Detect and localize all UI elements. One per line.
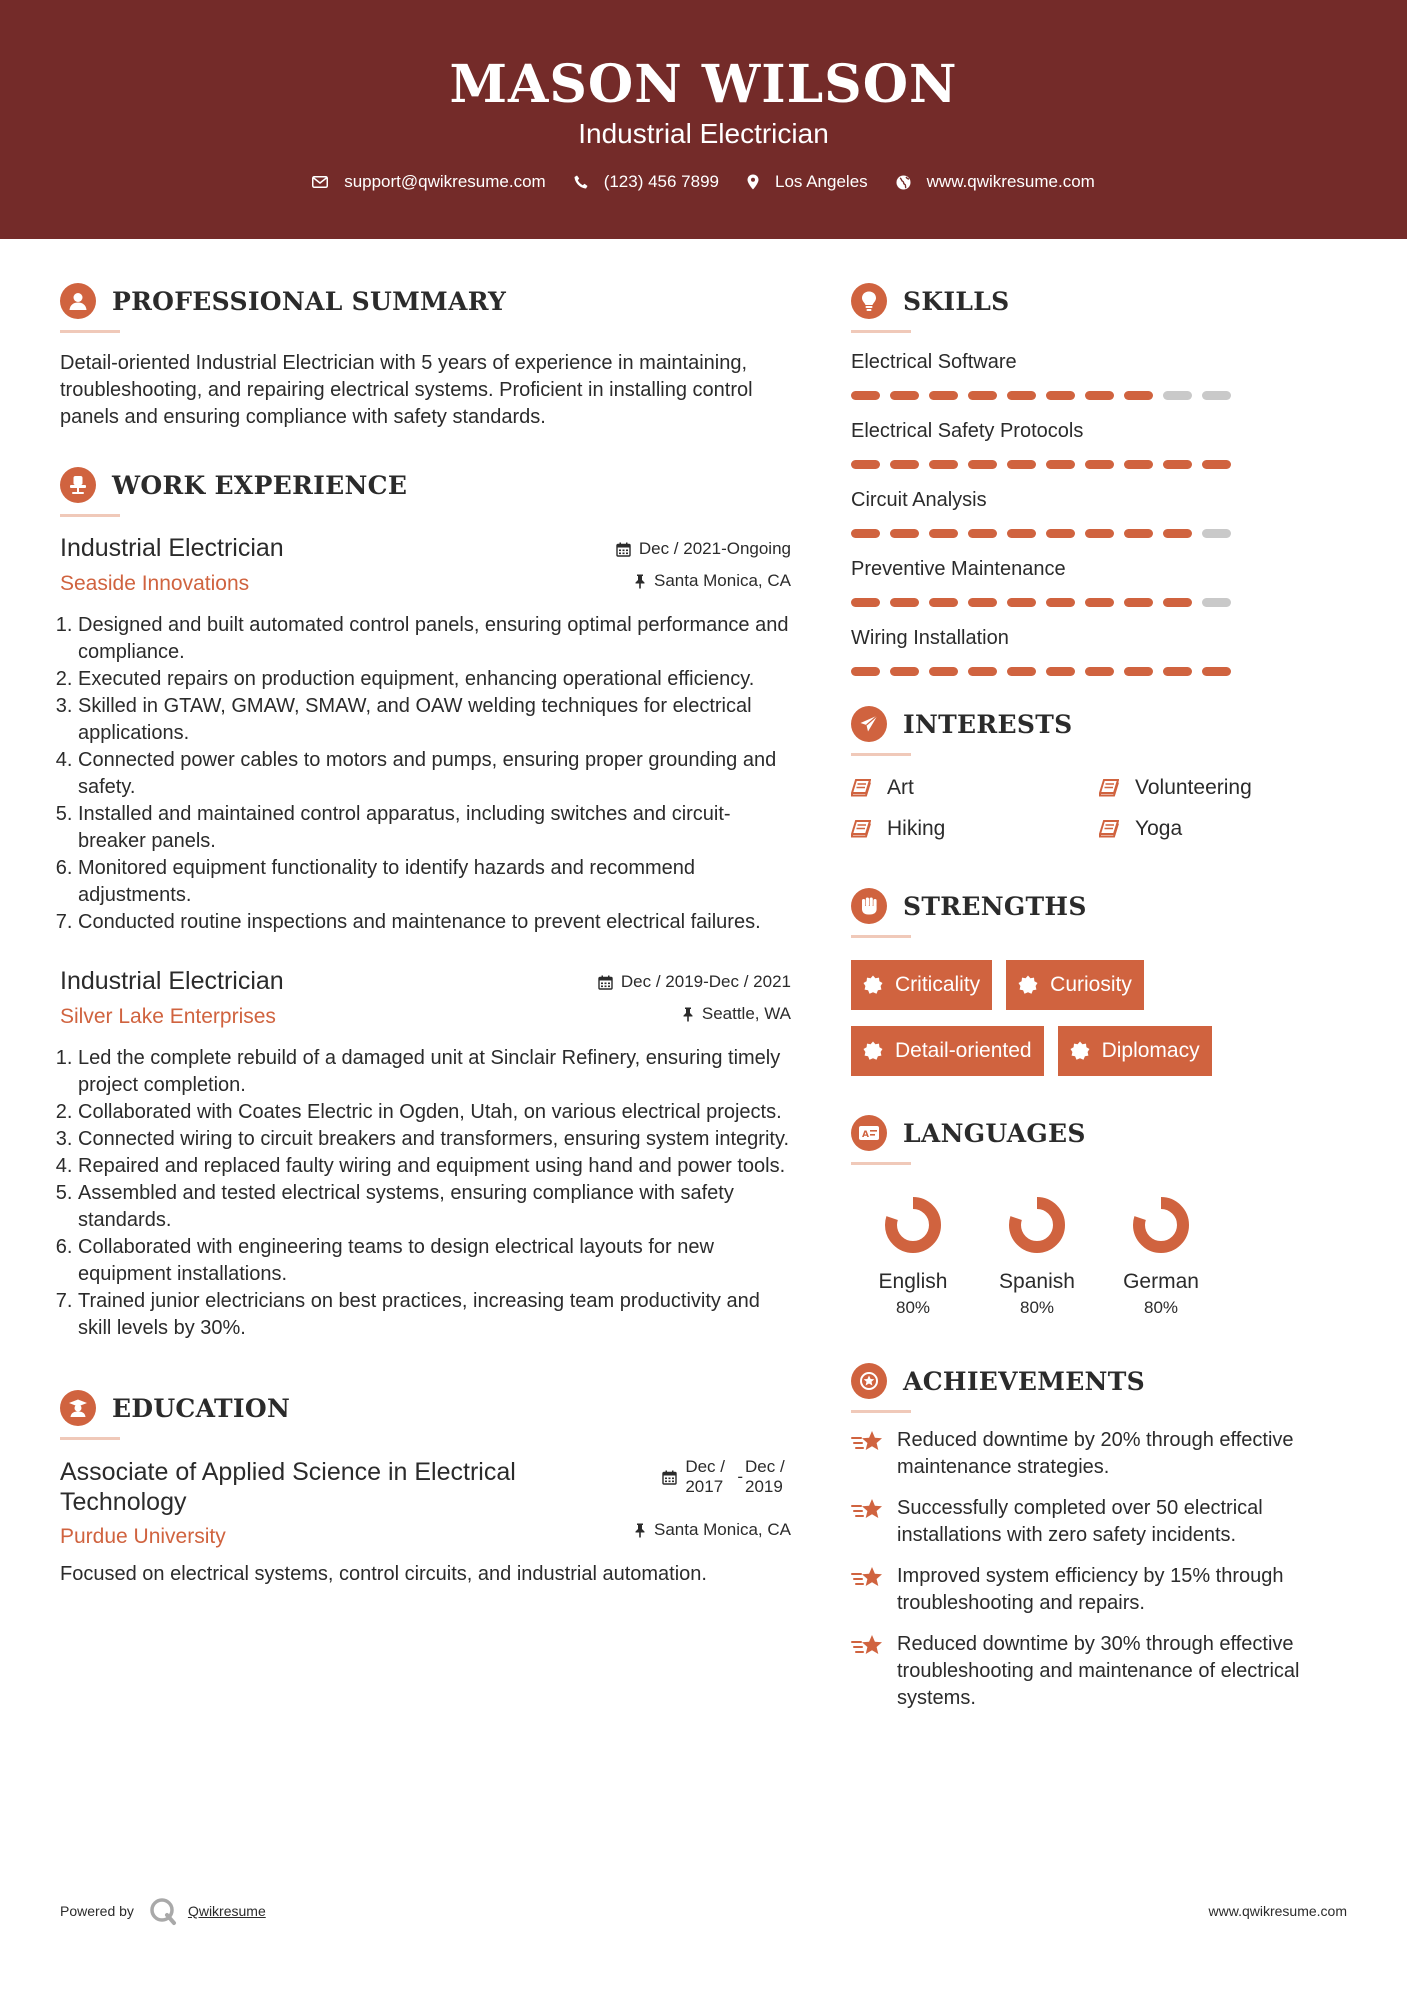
badge-icon <box>863 975 883 995</box>
job-title: Industrial Electrician <box>60 967 284 995</box>
list-item: 4. Repaired and replaced faulty wiring and equipment using hand and power tools. <box>78 1153 791 1180</box>
candidate-title: Industrial Electrician <box>578 118 829 149</box>
phone-icon <box>574 175 588 189</box>
section-underline <box>60 514 120 517</box>
education-end: Dec / 2019 <box>745 1457 785 1496</box>
section-underline <box>60 1437 120 1440</box>
skills-heading <box>851 280 1351 322</box>
skill-item <box>851 625 1351 676</box>
skill-dash-filled <box>851 391 880 400</box>
strengths-section <box>851 885 1351 1092</box>
list-item: 4. Connected power cables to motors and pumps, ensuring proper grounding and safety. <box>78 747 791 801</box>
date-separator: - <box>737 1467 743 1486</box>
badge-icon <box>863 1041 883 1061</box>
skill-dash-filled <box>968 667 997 676</box>
achievements-title: ACHIEVEMENTS <box>903 1366 1145 1396</box>
page-footer <box>60 1896 1347 1926</box>
footer-website[interactable]: www.qwikresume.com <box>1208 1903 1347 1919</box>
badge-icon <box>1018 975 1038 995</box>
skill-dash-filled <box>851 667 880 676</box>
interest-label: Volunteering <box>1135 776 1252 799</box>
achievement-item <box>851 1563 1351 1617</box>
achievements-list <box>851 1427 1351 1712</box>
interests-title: INTERESTS <box>903 709 1073 739</box>
contact-location <box>747 172 868 192</box>
achievement-text: Reduced downtime by 20% through effective maintenance strategies. <box>897 1429 1294 1478</box>
job-meta <box>616 538 791 592</box>
degree-title: Associate of Applied Science in Electrical Technology <box>60 1458 516 1516</box>
achievement-item <box>851 1495 1351 1549</box>
contact-website[interactable] <box>896 172 1095 192</box>
language-item <box>851 1193 975 1318</box>
list-item: 2. Executed repairs on production equipment, enhancing operational efficiency. <box>78 666 791 693</box>
work-title: WORK EXPERIENCE <box>112 470 408 500</box>
skill-dash-filled <box>929 391 958 400</box>
achievement-item <box>851 1631 1351 1712</box>
summary-section <box>60 280 791 431</box>
interests-section <box>851 703 1351 841</box>
powered-by-label: Powered by <box>60 1903 134 1919</box>
achievements-heading <box>851 1360 1351 1402</box>
shooting-star-icon <box>851 1565 885 1591</box>
interest-item <box>851 776 1099 800</box>
calendar-icon <box>616 542 631 557</box>
skill-dash-filled <box>1046 598 1075 607</box>
skill-dash-filled <box>1007 460 1036 469</box>
shooting-star-icon <box>851 1429 885 1455</box>
fist-icon <box>851 888 887 924</box>
language-ring <box>881 1193 945 1257</box>
languages-section <box>851 1112 1351 1318</box>
section-underline <box>851 935 911 938</box>
skill-dash-filled <box>929 667 958 676</box>
right-column <box>851 280 1351 1712</box>
achievement-text: Improved system efficiency by 15% through troubleshooting and repairs. <box>897 1565 1284 1614</box>
achievement-text: Successfully completed over 50 electrical installations with zero safety incidents. <box>897 1497 1263 1546</box>
skill-dash-filled <box>1007 391 1036 400</box>
job-company: Seaside Innovations <box>60 572 250 595</box>
book-icon <box>1099 779 1119 797</box>
skill-dash-filled <box>890 598 919 607</box>
languages-title: LANGUAGES <box>903 1118 1086 1148</box>
list-item: 3. Skilled in GTAW, GMAW, SMAW, and OAW welding techniques for electrical applications. <box>78 693 791 747</box>
strengths-list <box>851 960 1321 1092</box>
summary-text: Detail-oriented Industrial Electrician with 5 years of experience in maintaining, troubleshooting, and repairing electrical systems. Proficient in installing control panels and ensuring compliance with safety standards. <box>60 352 753 428</box>
section-underline <box>851 330 911 333</box>
skill-dash-filled <box>968 598 997 607</box>
skill-item <box>851 556 1351 607</box>
skill-dash-filled <box>1007 667 1036 676</box>
email-text: support@qwikresume.com <box>344 172 546 191</box>
interest-label: Hiking <box>887 817 946 840</box>
pushpin-icon <box>634 1523 646 1538</box>
skill-dash-filled <box>1007 598 1036 607</box>
skill-item <box>851 418 1351 469</box>
graduate-icon <box>60 1390 96 1426</box>
school-name: Purdue University <box>60 1525 226 1548</box>
strength-label: Curiosity <box>1050 973 1132 996</box>
summary-heading <box>60 280 791 322</box>
skill-dash-filled <box>890 529 919 538</box>
skill-dash-filled <box>890 667 919 676</box>
skill-dash-filled <box>968 391 997 400</box>
skill-dash-filled <box>1124 391 1153 400</box>
strength-badge <box>1006 960 1144 1010</box>
phone-text: (123) 456 7899 <box>603 172 720 191</box>
skill-dash-empty <box>1202 391 1231 400</box>
section-underline <box>60 330 120 333</box>
book-icon <box>851 820 871 838</box>
skill-dash-filled <box>851 598 880 607</box>
work-section <box>60 464 791 1342</box>
education-section <box>60 1387 791 1588</box>
strength-badge <box>851 960 992 1010</box>
pushpin-icon <box>634 574 646 589</box>
skill-rating <box>851 391 1351 400</box>
skill-name: Electrical Safety Protocols <box>851 420 1084 442</box>
job-dates: Dec / 2019-Dec / 2021 <box>620 972 791 991</box>
achievement-item <box>851 1427 1351 1481</box>
skill-dash-empty <box>1202 598 1231 607</box>
job-dates: Dec / 2021-Ongoing <box>638 539 791 558</box>
left-column <box>60 280 791 1588</box>
skill-dash-empty <box>1202 529 1231 538</box>
language-name: English <box>878 1270 948 1293</box>
list-item: 6. Collaborated with engineering teams to design electrical layouts for new equipment installations. <box>78 1234 791 1288</box>
star-medal-icon <box>851 1363 887 1399</box>
skill-dash-filled <box>890 460 919 469</box>
skill-item <box>851 349 1351 400</box>
pushpin-icon <box>682 1007 694 1022</box>
interest-item <box>1099 776 1299 800</box>
contact-bar <box>0 172 1407 192</box>
job-duties <box>60 1045 791 1342</box>
language-name: German <box>1123 1270 1199 1293</box>
skill-dash-filled <box>1046 460 1075 469</box>
skill-dash-filled <box>1202 460 1231 469</box>
skill-dash-filled <box>1163 667 1192 676</box>
work-heading <box>60 464 791 506</box>
education-title: EDUCATION <box>112 1393 291 1423</box>
languages-list <box>851 1193 1351 1318</box>
job-company: Silver Lake Enterprises <box>60 1005 276 1028</box>
skill-dash-filled <box>929 598 958 607</box>
skill-dash-filled <box>1124 460 1153 469</box>
interest-item <box>1099 817 1299 841</box>
skill-dash-filled <box>968 529 997 538</box>
education-meta <box>634 1457 791 1541</box>
website-text: www.qwikresume.com <box>926 172 1095 191</box>
list-item: 1. Led the complete rebuild of a damaged unit at Sinclair Refinery, ensuring timely project completion. <box>78 1045 791 1099</box>
list-item: 5. Assembled and tested electrical systems, ensuring compliance with safety standards. <box>78 1180 791 1234</box>
skill-dash-filled <box>1007 529 1036 538</box>
skill-dash-filled <box>1085 391 1114 400</box>
language-item <box>975 1193 1099 1318</box>
skill-rating <box>851 667 1351 676</box>
skill-dash-filled <box>968 460 997 469</box>
skill-dash-empty <box>1163 391 1192 400</box>
interest-label: Art <box>887 776 914 799</box>
language-card-icon <box>851 1115 887 1151</box>
contact-email[interactable] <box>312 172 546 192</box>
strength-label: Detail-oriented <box>895 1039 1032 1062</box>
achievements-section <box>851 1360 1351 1712</box>
skill-dash-filled <box>1085 667 1114 676</box>
book-icon <box>1099 820 1119 838</box>
skill-name: Preventive Maintenance <box>851 558 1066 580</box>
strength-badge <box>851 1026 1044 1076</box>
list-item: 6. Monitored equipment functionality to identify hazards and recommend adjustments. <box>78 855 791 909</box>
map-pin-icon <box>747 174 759 190</box>
job-entry <box>60 534 791 936</box>
skill-rating <box>851 529 1351 538</box>
calendar-icon <box>662 1470 677 1485</box>
skill-name: Wiring Installation <box>851 627 1009 649</box>
shooting-star-icon <box>851 1497 885 1523</box>
language-item <box>1099 1193 1223 1318</box>
skill-dash-filled <box>1046 391 1075 400</box>
strength-label: Diplomacy <box>1101 1039 1200 1062</box>
list-item: 5. Installed and maintained control apparatus, including switches and circuit-breaker panels. <box>78 801 791 855</box>
section-underline <box>851 1410 911 1413</box>
candidate-name: MASON WILSON <box>449 54 958 115</box>
section-underline <box>851 1162 911 1165</box>
skill-dash-filled <box>1124 598 1153 607</box>
skill-dash-filled <box>1046 529 1075 538</box>
shooting-star-icon <box>851 1633 885 1659</box>
skill-dash-filled <box>1085 460 1114 469</box>
job-duties <box>60 612 791 936</box>
skill-dash-filled <box>1163 529 1192 538</box>
job-entry <box>60 967 791 1342</box>
strength-badge <box>1058 1026 1212 1076</box>
strengths-title: STRENGTHS <box>903 891 1087 921</box>
qwikresume-logo-icon <box>148 1896 178 1926</box>
job-title: Industrial Electrician <box>60 534 284 562</box>
qwikresume-link[interactable]: Qwikresume <box>187 1903 266 1919</box>
skill-dash-filled <box>851 460 880 469</box>
skill-name: Electrical Software <box>851 351 1017 373</box>
languages-heading <box>851 1112 1351 1154</box>
location-text: Los Angeles <box>775 172 868 191</box>
list-item: 2. Collaborated with Coates Electric in Ogden, Utah, on various electrical projects. <box>78 1099 791 1126</box>
skill-name: Circuit Analysis <box>851 489 987 511</box>
interests-heading <box>851 703 1351 745</box>
skill-dash-filled <box>929 529 958 538</box>
powered-by <box>60 1896 266 1926</box>
summary-title: PROFESSIONAL SUMMARY <box>112 286 507 316</box>
education-location: Santa Monica, CA <box>653 1520 791 1539</box>
skills-list <box>851 349 1351 676</box>
resume-header <box>0 0 1407 239</box>
skill-dash-filled <box>1163 598 1192 607</box>
achievement-text: Reduced downtime by 30% through effective troubleshooting and maintenance of electrical systems. <box>897 1633 1300 1709</box>
paper-plane-icon <box>851 706 887 742</box>
education-entry <box>60 1457 791 1588</box>
language-percent: 80% <box>1019 1298 1055 1317</box>
office-chair-icon <box>60 467 96 503</box>
skill-item <box>851 487 1351 538</box>
section-underline <box>851 753 911 756</box>
list-item: 7. Conducted routine inspections and maintenance to prevent electrical failures. <box>78 909 791 936</box>
skill-dash-filled <box>1085 598 1114 607</box>
contact-phone[interactable] <box>574 172 719 192</box>
skill-dash-filled <box>1085 529 1114 538</box>
strengths-heading <box>851 885 1351 927</box>
education-heading <box>60 1387 791 1429</box>
list-item: 7. Trained junior electricians on best practices, increasing team productivity and skill levels by 30%. <box>78 1288 791 1342</box>
interests-list <box>851 776 1351 841</box>
language-percent: 80% <box>895 1298 931 1317</box>
skill-dash-filled <box>851 529 880 538</box>
interest-item <box>851 817 1099 841</box>
skill-dash-filled <box>1046 667 1075 676</box>
language-ring <box>1005 1193 1069 1257</box>
job-meta <box>598 971 791 1025</box>
calendar-icon <box>598 975 613 990</box>
skill-dash-filled <box>929 460 958 469</box>
svg-text:A: A <box>862 1130 869 1140</box>
skills-title: SKILLS <box>903 286 1010 316</box>
interest-label: Yoga <box>1135 817 1183 840</box>
skill-dash-filled <box>1124 667 1153 676</box>
envelope-icon <box>312 176 328 188</box>
skill-rating <box>851 460 1351 469</box>
language-name: Spanish <box>999 1270 1075 1293</box>
skill-dash-filled <box>1163 460 1192 469</box>
list-item: 1. Designed and built automated control panels, ensuring optimal performance and compliance. <box>78 612 791 666</box>
skill-dash-filled <box>1124 529 1153 538</box>
skill-dash-filled <box>890 391 919 400</box>
list-item: 3. Connected wiring to circuit breakers and transformers, ensuring system integrity. <box>78 1126 791 1153</box>
skill-dash-filled <box>1202 667 1231 676</box>
language-ring <box>1129 1193 1193 1257</box>
lightbulb-icon <box>851 283 887 319</box>
skills-section <box>851 280 1351 676</box>
education-start: Dec / 2017 <box>685 1457 726 1496</box>
language-percent: 80% <box>1143 1298 1179 1317</box>
book-icon <box>851 779 871 797</box>
badge-icon <box>1070 1041 1090 1061</box>
job-location: Santa Monica, CA <box>653 571 791 590</box>
user-icon <box>60 283 96 319</box>
strength-label: Criticality <box>895 973 981 996</box>
education-description: Focused on electrical systems, control circuits, and industrial automation. <box>60 1563 707 1585</box>
skill-rating <box>851 598 1351 607</box>
globe-icon <box>896 175 911 190</box>
job-location: Seattle, WA <box>701 1004 791 1023</box>
